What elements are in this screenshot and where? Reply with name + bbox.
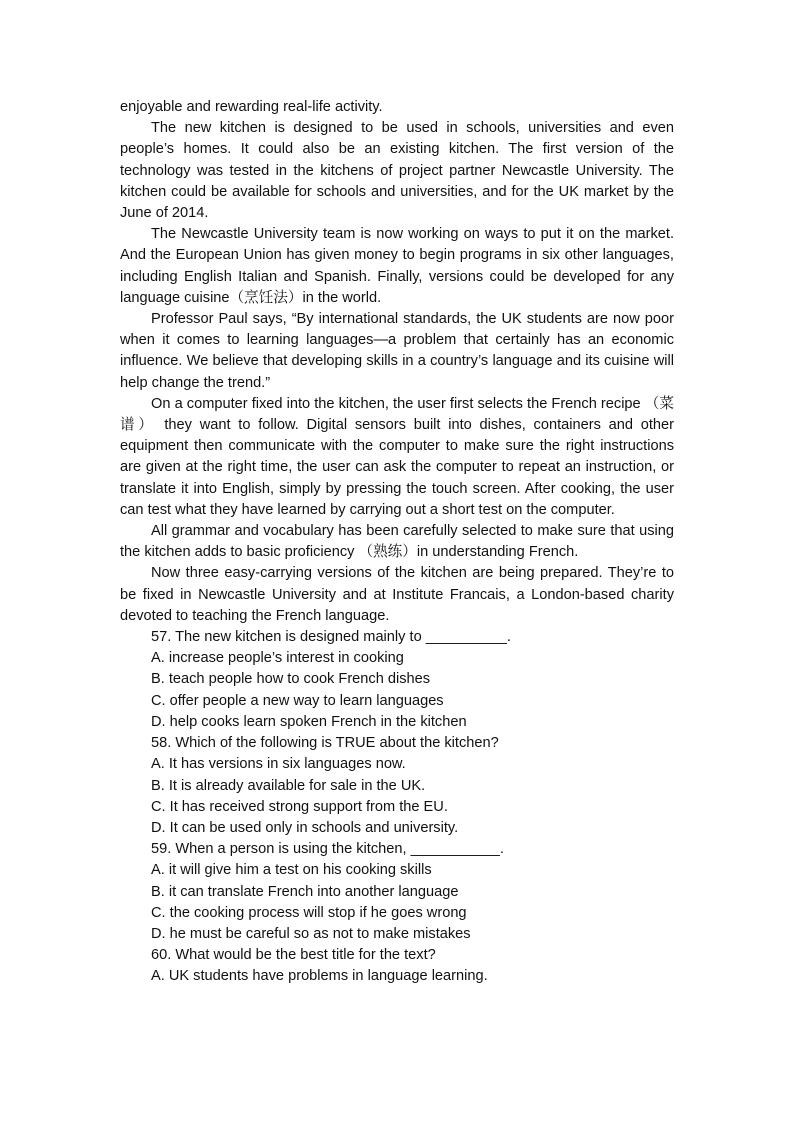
question-57 xyxy=(120,627,674,733)
document-page xyxy=(120,97,674,988)
answer-option: D. help cooks learn spoken French in the kitchen xyxy=(151,713,467,730)
answer-option: D. he must be careful so as not to make mistakes xyxy=(151,925,471,942)
answer-option: C. the cooking process will stop if he goes wrong xyxy=(151,904,467,921)
passage-paragraph: The Newcastle University team is now working on ways to put it on the market. And the European Union has given money to begin programs in six other languages, including English Italian and Spanish. Finally, versions could be developed for any language cuisine（烹饪法）in the world. xyxy=(120,226,674,306)
question-stem: 59. When a person is using the kitchen, ___________. xyxy=(151,841,504,858)
answer-option: B. teach people how to cook French dishes xyxy=(151,671,431,688)
passage-paragraph: On a computer fixed into the kitchen, the user first selects the French recipe （菜谱） they want to follow. Digital sensors built into dishes, containers and other equipment then communicate with the computer to make sure the right instructions are given at the right time, the user can ask the computer to repeat an instruction, or translate it into English, simply by pressing the touch screen. After cooking, the user can test what they have learned by carrying out a short test on the computer. xyxy=(120,395,674,518)
question-stem: 57. The new kitchen is designed mainly to __________. xyxy=(151,629,511,646)
answer-option: A. UK students have problems in language learning. xyxy=(151,968,488,985)
question-58 xyxy=(120,733,674,839)
answer-option: A. increase people’s interest in cooking xyxy=(151,650,404,667)
passage-paragraph: All grammar and vocabulary has been carefully selected to make sure that using the kitchen adds to basic proficiency （熟练）in understanding French. xyxy=(120,523,674,561)
answer-option: A. It has versions in six languages now. xyxy=(151,756,406,773)
question-stem: 58. Which of the following is TRUE about the kitchen? xyxy=(151,735,499,752)
answer-option: B. It is already available for sale in the UK. xyxy=(151,777,426,794)
question-59 xyxy=(120,839,674,945)
passage-paragraph: enjoyable and rewarding real-life activity. xyxy=(120,99,383,115)
answer-option: B. it can translate French into another language xyxy=(151,883,459,900)
answer-option: C. offer people a new way to learn languages xyxy=(151,692,444,709)
passage-paragraph: Now three easy-carrying versions of the kitchen are being prepared. They’re to be fixed in Newcastle University and at Institute Francais, a London-based charity devoted to teaching the French language. xyxy=(120,565,674,624)
passage-paragraph: Professor Paul says, “By international standards, the UK students are now poor when it comes to learning languages—a problem that certainly has an economic influence. We believe that developing skills in a country’s language and its cuisine will help change the trend.” xyxy=(120,311,674,391)
passage-paragraph: The new kitchen is designed to be used in schools, universities and even people’s homes. It could also be an existing kitchen. The first version of the technology was tested in the kitchens of project partner Newcastle University. The kitchen could be available for schools and universities, and for the UK market by the June of 2014. xyxy=(120,120,674,222)
question-stem: 60. What would be the best title for the text? xyxy=(151,947,436,964)
answer-option: D. It can be used only in schools and university. xyxy=(151,819,459,836)
answer-option: A. it will give him a test on his cooking skills xyxy=(151,862,432,879)
question-60 xyxy=(120,945,674,987)
answer-option: C. It has received strong support from the EU. xyxy=(151,798,448,815)
